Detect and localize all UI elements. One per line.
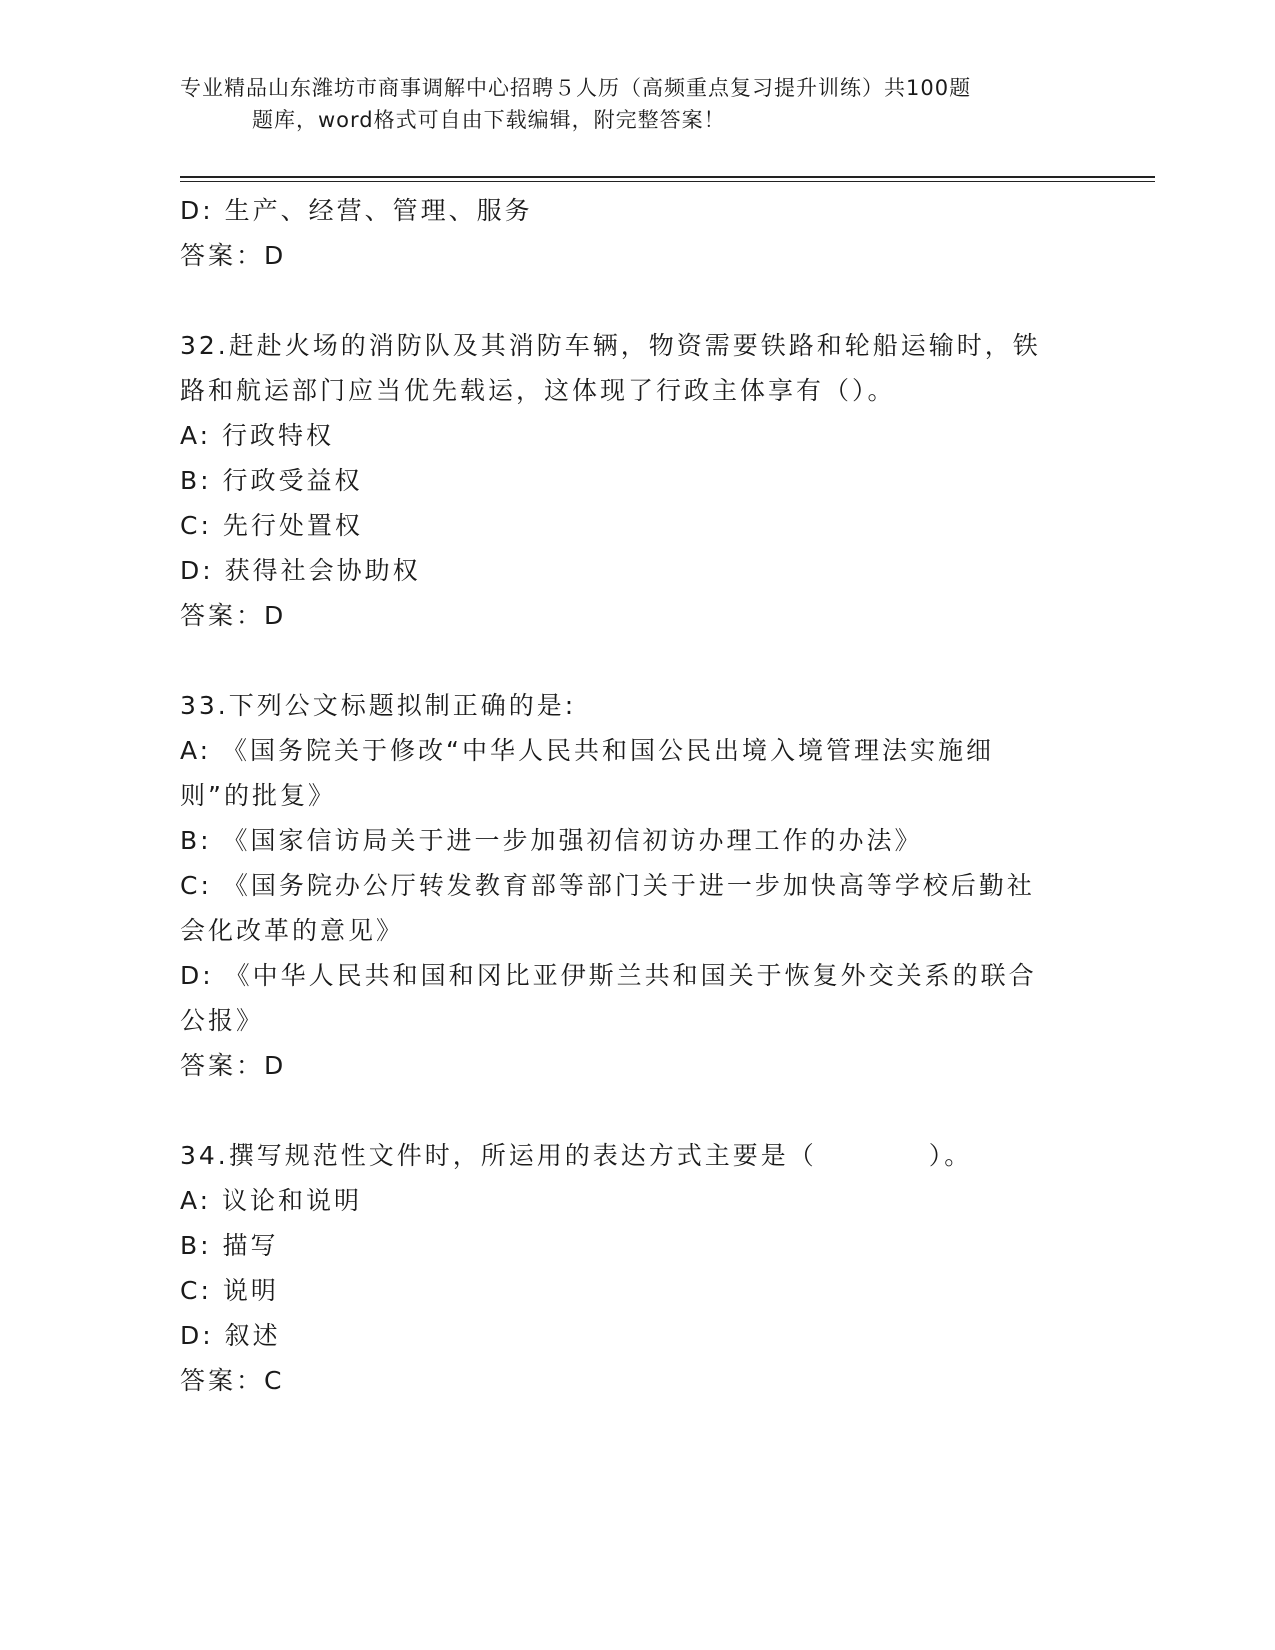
question-stem: 34.撰写规范性文件时，所运用的表达方式主要是（ ）。	[180, 1141, 973, 1170]
option-d: D: 获得社会协助权	[180, 556, 421, 585]
question-33	[180, 683, 1060, 1088]
option-d: D: 叙述	[180, 1321, 281, 1350]
question-34	[180, 1133, 1060, 1403]
option-b: B: 行政受益权	[180, 466, 363, 495]
option-a: A: 《国务院关于修改“中华人民共和国公民出境入境管理法实施细则”的批复》	[180, 736, 994, 810]
header-title-line-2: 题库，word格式可自由下载编辑，附完整答案！	[252, 108, 726, 132]
answer-line: 答案：C	[180, 1366, 285, 1395]
option-d: D: 《中华人民共和国和冈比亚伊斯兰共和国关于恢复外交关系的联合公报》	[180, 961, 1037, 1035]
answer-line: 答案：D	[180, 601, 287, 630]
answer-line: 答案：D	[180, 1051, 287, 1080]
document-header	[180, 72, 1080, 136]
header-rule-thin	[180, 181, 1155, 182]
option-c: C: 先行处置权	[180, 511, 363, 540]
question-stem: 32.赶赴火场的消防队及其消防车辆，物资需要铁路和轮船运输时，铁路和航运部门应当优先载运，这体现了行政主体享有（）。	[180, 331, 1041, 405]
header-title-line-1: 专业精品山东潍坊市商事调解中心招聘５人历（高频重点复习提升训练）共100题	[180, 76, 972, 100]
option-d: D: 生产、经营、管理、服务	[180, 196, 533, 225]
option-a: A: 议论和说明	[180, 1186, 363, 1215]
option-c: C: 说明	[180, 1276, 279, 1305]
answer-line: 答案：D	[180, 241, 287, 270]
option-b: B: 描写	[180, 1231, 279, 1260]
option-a: A: 行政特权	[180, 421, 335, 450]
header-rule-thick	[180, 176, 1155, 178]
question-stem: 33.下列公文标题拟制正确的是:	[180, 691, 577, 720]
question-32	[180, 323, 1060, 638]
option-b: B: 《国家信访局关于进一步加强初信初访办理工作的办法》	[180, 826, 923, 855]
question-list	[180, 188, 1060, 1403]
option-c: C: 《国务院办公厅转发教育部等部门关于进一步加快高等学校后勤社会化改革的意见》	[180, 871, 1035, 945]
